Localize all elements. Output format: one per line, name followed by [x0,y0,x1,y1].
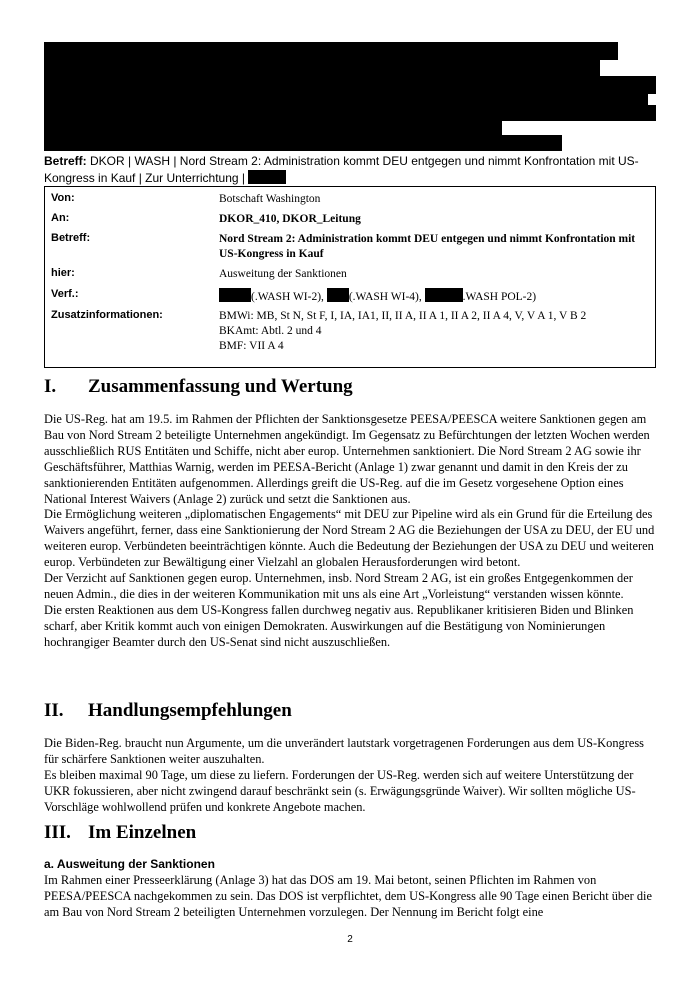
redaction-block [44,42,618,60]
to-label: An: [51,212,70,224]
section-2-heading [44,700,292,722]
from-value: Botschaft Washington [219,193,321,205]
section-1-number: I. [44,376,57,397]
additional-info-1: BMWi: MB, St N, St F, I, IA, IA1, II, II A, II A 1, II A 2, II A 4, V, V A 1, V B 2 [219,310,587,322]
section-3-body [44,857,656,921]
redaction-block [44,135,562,151]
section-3-heading [44,822,196,844]
paragraph: Die Biden-Reg. braucht nun Argumente, um die unverändert lautstark vorgetragenen Forderungen aus dem US-Kongress für schärfere Sanktionen weiter auszuhalten. [44,736,644,766]
section-3-title: Im Einzelnen [88,822,197,843]
subject-value: Nord Stream 2: Administration kommt DEU entgegen und nimmt Konfrontation mit US-Kongress in Kauf [219,233,636,260]
additional-info-2: BKAmt: Abtl. 2 und 4 [219,325,322,337]
author-label: Verf.: [51,288,79,300]
subject-text: DKOR | WASH | Nord Stream 2: Administration kommt DEU entgegen und nimmt Konfrontation mit US-Kongress in Kauf | Zur Unterrichtung | [44,154,639,185]
section-2-number: II. [44,700,64,721]
paragraph: Der Verzicht auf Sanktionen gegen europ. Unternehmen, insb. Nord Stream 2 AG, ist ein großes Entgegenkommen der neuen Admin., die dies in der weiteren Kommunikation mit uns als eine Art „Vorleistung“ verstanden wissen könnte. [44,571,633,601]
author-3: .WASH POL-2) [462,291,537,303]
section-1-title: Zusammenfassung und Wertung [88,376,353,397]
paragraph: Die Ermöglichung weiteren „diplomatischen Engagements“ mit DEU zur Pipeline wird als ein Grund für die Erteilung des Waivers angeführt, ferner, dass eine Sanktionierung der Nord Stream 2 AG die Beziehungen der USA zu DEU, der EU und weiteren europ. Verbündeten beeinträchtigen könnte. Auch die Bedeutung der Beziehungen der USA zu DEU und weiteren europ. Verbündeten zur Bewältigung einer Vielzahl an globalen Herausforderungen wird betont. [44,507,655,570]
author-1: (.WASH WI-2), [251,291,324,303]
additional-info-value [219,309,649,354]
paragraph: Die ersten Reaktionen aus dem US-Kongress fallen durchweg negativ aus. Republikaner kritisieren Biden und Blinken scharf, aber Kritik kommt auch von einigen Demokraten. Auswirkungen auf die Bestätigung von Nominierungen hochrangiger Beamter durch den US-Senat sind nicht auszuschließen. [44,602,634,649]
regarding-value: Ausweitung der Sanktionen [219,268,347,280]
paragraph: Es bleiben maximal 90 Tage, um diese zu liefern. Forderungen der US-Reg. werden sich auf weitere Unterstützung der UKR fokussieren, aber nicht zwingend darauf beschränkt sein (s. Erwägungsgründe Waiver). Wir sollten mögliche US-Vorschläge wohlwollend prüfen und konkrete Angebote machen. [44,767,636,814]
page-number: 2 [347,934,353,945]
section-1-body [44,412,656,651]
redaction-block [425,288,463,302]
subject-line [44,153,660,187]
metadata-table [44,186,656,368]
subject-label: Betreff: [44,154,87,168]
redaction-block [327,288,349,302]
redaction-block [248,170,286,184]
section-2-body [44,736,656,816]
additional-info-label: Zusatzinformationen: [51,309,163,321]
subject-label: Betreff: [51,232,91,244]
redaction-block [219,288,251,302]
author-2: (.WASH WI-4), [348,291,422,303]
section-1-heading [44,376,353,398]
section-3-number: III. [44,822,71,843]
section-2-title: Handlungsempfehlungen [88,700,292,721]
author-value [219,288,649,305]
additional-info-3: BMF: VII A 4 [219,340,284,352]
from-label: Von: [51,192,75,204]
paragraph: Im Rahmen einer Presseerklärung (Anlage 3) hat das DOS am 19. Mai betont, seinen Pflichten im Rahmen von PEESA/PEESCA nachgekommen zu sein. Das DOS ist verpflichtet, dem US-Kongress alle 90 Tage einen Bericht über die am Bau von Nord Stream 2 beteiligten Unternehmen vorzulegen. Der Nennung im Bericht folgt eine [44,872,652,919]
subsection-heading: a. Ausweitung der Sanktionen [44,857,215,871]
paragraph: Die US-Reg. hat am 19.5. im Rahmen der Pflichten der Sanktionsgesetze PEESA/PEESCA weitere Sanktionen gegen am Bau von Nord Stream 2 beteiligte Unternehmen angekündigt. Im Gegensatz zu Befürchtungen der letzten Wochen werden ausschließlich RUS Entitäten und Schiffe, nicht aber europ. Unternehmen sanktioniert. Die Nord Stream 2 AG sowie ihr Geschäftsführer, Matthias Warnig, werden im PEESA-Bericht (Anlage 1) zwar genannt und damit in den Kreis der zu sanktionierenden Entitäten aufgenommen. Allerdings greift die US-Reg. auf die im Gesetz vorgesehene Option eines National Interest Waivers (Anlage 2) zurück und setzt die Sanktionen aus. [44,412,650,506]
regarding-label: hier: [51,267,75,279]
to-value: DKOR_410, DKOR_Leitung [219,213,361,225]
